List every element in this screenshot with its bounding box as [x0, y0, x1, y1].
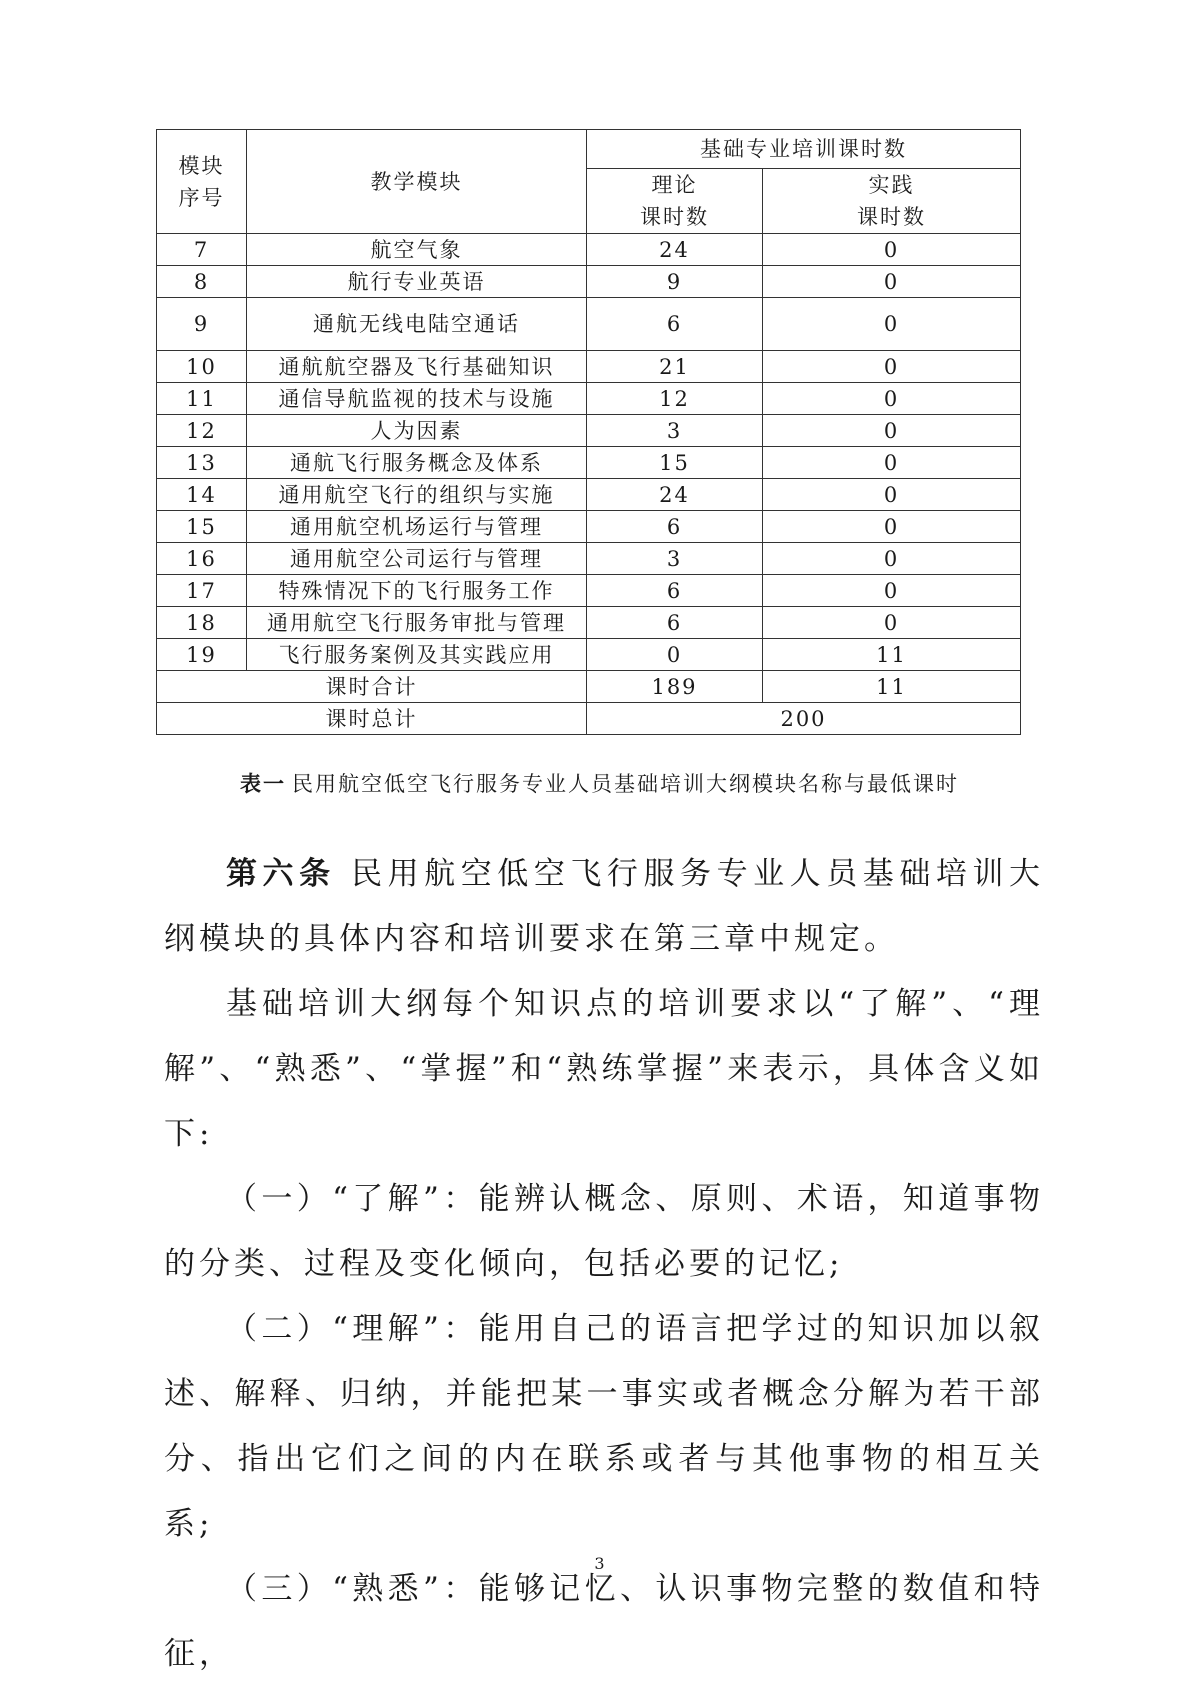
subtotal-practice: 11	[763, 671, 1021, 703]
practice-hours-cell: 11	[763, 639, 1021, 671]
table-row	[157, 511, 1021, 543]
practice-hours-cell: 0	[763, 543, 1021, 575]
theory-hours-cell: 21	[587, 351, 763, 383]
module-name-cell: 通用航空公司运行与管理	[247, 543, 587, 575]
header-practice-hours: 实践 课时数	[763, 169, 1021, 234]
total-label: 课时总计	[157, 703, 587, 735]
module-name-cell: 航行专业英语	[247, 266, 587, 298]
theory-hours-cell: 9	[587, 266, 763, 298]
module-number-cell: 14	[157, 479, 247, 511]
header-training-hours: 基础专业培训课时数	[587, 130, 1021, 169]
table-caption	[0, 768, 1199, 798]
module-name-cell: 通用航空机场运行与管理	[247, 511, 587, 543]
practice-hours-cell: 0	[763, 351, 1021, 383]
practice-hours-cell: 0	[763, 266, 1021, 298]
theory-hours-cell: 6	[587, 607, 763, 639]
theory-hours-cell: 6	[587, 298, 763, 351]
table-row	[157, 298, 1021, 351]
module-number-cell: 11	[157, 383, 247, 415]
subtotal-row	[157, 671, 1021, 703]
practice-hours-cell: 0	[763, 447, 1021, 479]
total-row	[157, 703, 1021, 735]
module-name-cell: 通航无线电陆空通话	[247, 298, 587, 351]
practice-hours-cell: 0	[763, 479, 1021, 511]
theory-hours-cell: 24	[587, 479, 763, 511]
module-number-cell: 17	[157, 575, 247, 607]
module-number-cell: 13	[157, 447, 247, 479]
theory-hours-cell: 24	[587, 234, 763, 266]
module-number-cell: 12	[157, 415, 247, 447]
module-name-cell: 人为因素	[247, 415, 587, 447]
module-name-cell: 通信导航监视的技术与设施	[247, 383, 587, 415]
module-number-cell: 18	[157, 607, 247, 639]
subtotal-label: 课时合计	[157, 671, 587, 703]
header-module-number: 模块 序号	[157, 130, 247, 234]
module-number-cell: 15	[157, 511, 247, 543]
module-name-cell: 通用航空飞行服务审批与管理	[247, 607, 587, 639]
table-row	[157, 234, 1021, 266]
definition-item-2: （二）“理解”：能用自己的语言把学过的知识加以叙述、解释、归纳，并能把某一事实或者概念分解为若干部分、指出它们之间的内在联系或者与其他事物的相互关系;	[164, 1311, 1044, 1542]
module-number-cell: 10	[157, 351, 247, 383]
definition-item-1: （一）“了解”：能辨认概念、原则、术语，知道事物的分类、过程及变化倾向，包括必要的记忆;	[164, 1181, 1044, 1282]
module-name-cell: 通航飞行服务概念及体系	[247, 447, 587, 479]
table-row	[157, 383, 1021, 415]
total-value: 200	[587, 703, 1021, 735]
caption-text: 民用航空低空飞行服务专业人员基础培训大纲模块名称与最低课时	[292, 772, 959, 796]
module-number-cell: 9	[157, 298, 247, 351]
module-number-cell: 16	[157, 543, 247, 575]
subtotal-theory: 189	[587, 671, 763, 703]
practice-hours-cell: 0	[763, 607, 1021, 639]
table-row	[157, 607, 1021, 639]
caption-label: 表一	[240, 771, 286, 796]
module-number-cell: 7	[157, 234, 247, 266]
theory-hours-cell: 0	[587, 639, 763, 671]
theory-hours-cell: 15	[587, 447, 763, 479]
table-row	[157, 447, 1021, 479]
theory-hours-cell: 12	[587, 383, 763, 415]
table-row	[157, 639, 1021, 671]
module-name-cell: 航空气象	[247, 234, 587, 266]
practice-hours-cell: 0	[763, 234, 1021, 266]
module-name-cell: 通用航空飞行的组织与实施	[247, 479, 587, 511]
practice-hours-cell: 0	[763, 575, 1021, 607]
table-row	[157, 351, 1021, 383]
module-name-cell: 特殊情况下的飞行服务工作	[247, 575, 587, 607]
page-number: 3	[594, 1554, 605, 1573]
article-label: 第六条	[226, 856, 336, 892]
theory-hours-cell: 6	[587, 511, 763, 543]
module-number-cell: 8	[157, 266, 247, 298]
course-hours-table	[156, 129, 1021, 735]
module-number-cell: 19	[157, 639, 247, 671]
article-text: 民用航空低空飞行服务专业人员基础培训大纲模块的具体内容和培训要求在第三章中规定。	[164, 856, 1044, 957]
practice-hours-cell: 0	[763, 298, 1021, 351]
table-row	[157, 479, 1021, 511]
table-row	[157, 415, 1021, 447]
header-theory-hours: 理论 课时数	[587, 169, 763, 234]
table-row	[157, 543, 1021, 575]
module-name-cell: 通航航空器及飞行基础知识	[247, 351, 587, 383]
practice-hours-cell: 0	[763, 511, 1021, 543]
module-name-cell: 飞行服务案例及其实践应用	[247, 639, 587, 671]
theory-hours-cell: 3	[587, 543, 763, 575]
definition-item-3: （三）“熟悉”：能够记忆、认识事物完整的数值和特征，	[164, 1571, 1044, 1672]
requirement-intro-paragraph: 基础培训大纲每个知识点的培训要求以“了解”、“理解”、“熟悉”、“掌握”和“熟练掌握”来表示，具体含义如下:	[164, 986, 1044, 1152]
header-teaching-module: 教学模块	[247, 130, 587, 234]
theory-hours-cell: 3	[587, 415, 763, 447]
article-paragraph	[164, 842, 1044, 972]
practice-hours-cell: 0	[763, 383, 1021, 415]
practice-hours-cell: 0	[763, 415, 1021, 447]
table-row	[157, 266, 1021, 298]
table-row	[157, 575, 1021, 607]
theory-hours-cell: 6	[587, 575, 763, 607]
